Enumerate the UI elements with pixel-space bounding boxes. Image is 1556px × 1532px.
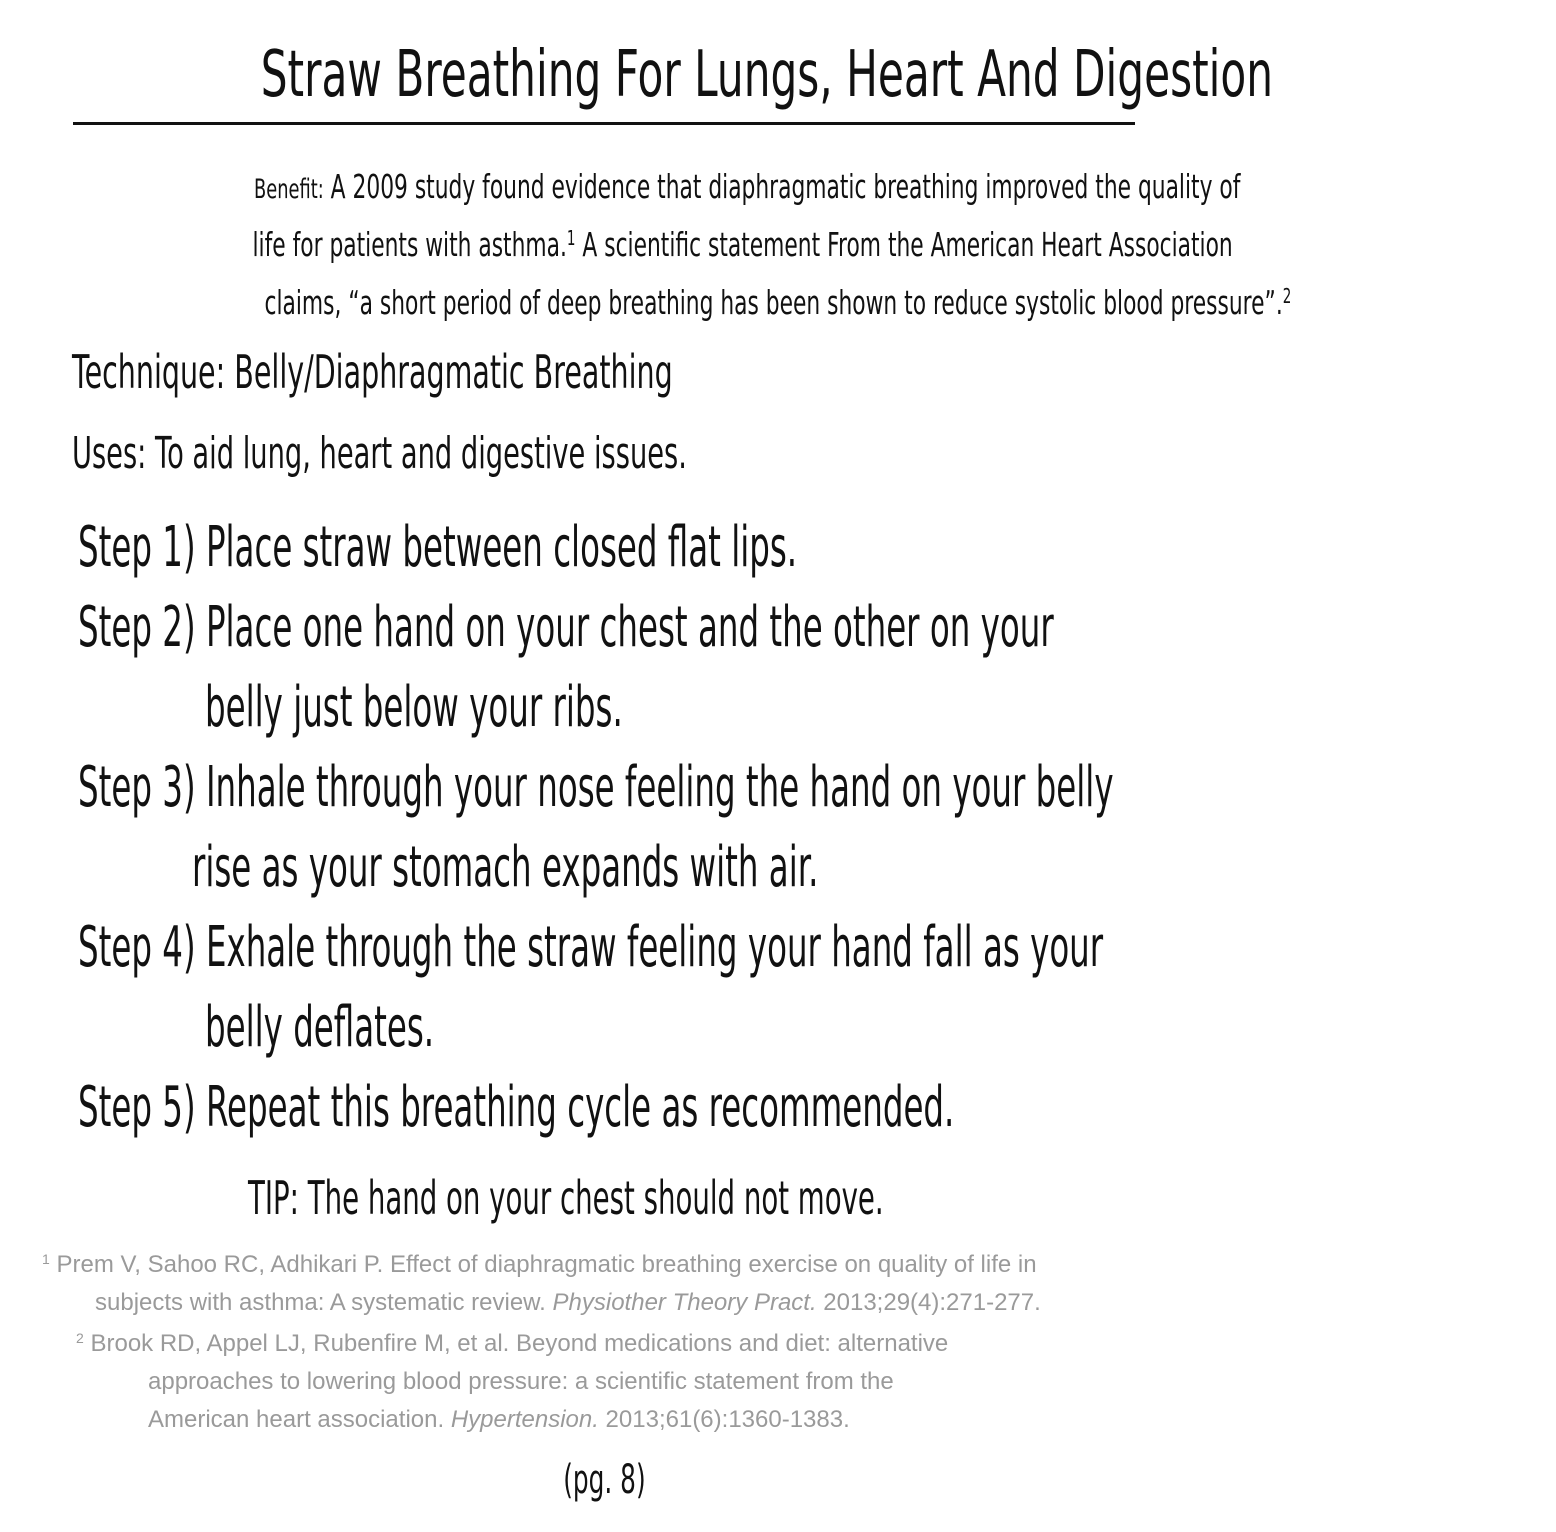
- step-3-continuation: rise as your stomach expands with air.: [192, 835, 819, 900]
- step-5-label: Step 5): [78, 1075, 196, 1140]
- uses-heading: Uses: To aid lung, heart and digestive issues.: [72, 428, 687, 479]
- reference-2-citation: 2013;61(6):1360-1383.: [598, 1406, 850, 1433]
- step-4-continuation: belly deflates.: [205, 995, 435, 1060]
- reference-2-number: 2: [76, 1330, 84, 1346]
- benefit-text-2a: life for patients with asthma.: [252, 225, 567, 264]
- step-1: [78, 515, 797, 581]
- title-underline: [73, 122, 1135, 125]
- page-number: (pg. 8): [563, 1457, 646, 1503]
- reference-1-line-1: [42, 1250, 1037, 1280]
- step-1-label: Step 1): [78, 515, 196, 580]
- step-3: [78, 755, 1114, 821]
- reference-2-text-1: Brook RD, Appel LJ, Rubenfire M, et al. Beyond medications and diet: alternative: [90, 1330, 949, 1357]
- page-number-container: [0, 1455, 1209, 1505]
- reference-2-text-3: American heart association.: [148, 1406, 451, 1433]
- benefit-line-1: [0, 158, 1241, 216]
- reference-2-journal: Hypertension.: [450, 1406, 599, 1433]
- reference-2-line-3: [148, 1405, 850, 1435]
- title-container: [0, 38, 1274, 112]
- footnote-marker-1: 1: [566, 225, 576, 250]
- reference-2-line-1: [76, 1329, 948, 1359]
- reference-1-line-2: [95, 1288, 1041, 1318]
- benefit-line-2: [0, 216, 1233, 274]
- step-5: [78, 1075, 954, 1141]
- step-5-text: Repeat this breathing cycle as recommended.: [205, 1075, 955, 1140]
- benefit-text-3: claims, “a short period of deep breathing has been shown to reduce systolic blood pressure”.: [264, 283, 1283, 322]
- reference-1-text-1: Prem V, Sahoo RC, Adhikari P. Effect of diaphragmatic breathing exercise on quality of life in: [56, 1251, 1037, 1278]
- step-4-text: Exhale through the straw feeling your hand fall as your: [205, 915, 1104, 980]
- step-4-label: Step 4): [78, 915, 196, 980]
- reference-2-line-2: approaches to lowering blood pressure: a scientific statement from the: [148, 1368, 894, 1395]
- reference-1-number: 1: [42, 1251, 50, 1267]
- page-title: Straw Breathing For Lungs, Heart And Digestion: [260, 38, 1274, 112]
- step-2: [78, 595, 1054, 661]
- step-3-label: Step 3): [78, 755, 196, 820]
- benefit-paragraph: [0, 158, 1292, 332]
- reference-1-citation: 2013;29(4):271-277.: [816, 1289, 1041, 1316]
- step-1-text: Place straw between closed flat lips.: [205, 515, 798, 580]
- step-2-continuation: belly just below your ribs.: [205, 675, 623, 740]
- reference-1-text-2: subjects with asthma: A systematic review.: [95, 1289, 553, 1316]
- step-2-label: Step 2): [78, 595, 196, 660]
- reference-1-journal: Physiother Theory Pract.: [552, 1289, 817, 1316]
- benefit-label: Benefit:: [254, 174, 324, 205]
- step-3-text: Inhale through your nose feeling the hand on your belly: [205, 755, 1114, 820]
- step-2-text: Place one hand on your chest and the other on your: [205, 595, 1054, 660]
- technique-heading: Technique: Belly/Diaphragmatic Breathing: [72, 345, 673, 399]
- benefit-text-1: A 2009 study found evidence that diaphragmatic breathing improved the quality of: [330, 167, 1241, 206]
- benefit-text-2b: A scientific statement From the American Heart Association: [575, 225, 1233, 264]
- benefit-line-3: [0, 274, 1292, 332]
- step-4: [78, 915, 1103, 981]
- tip-text: TIP: The hand on your chest should not move.: [248, 1171, 884, 1225]
- footnote-marker-2: 2: [1282, 283, 1292, 308]
